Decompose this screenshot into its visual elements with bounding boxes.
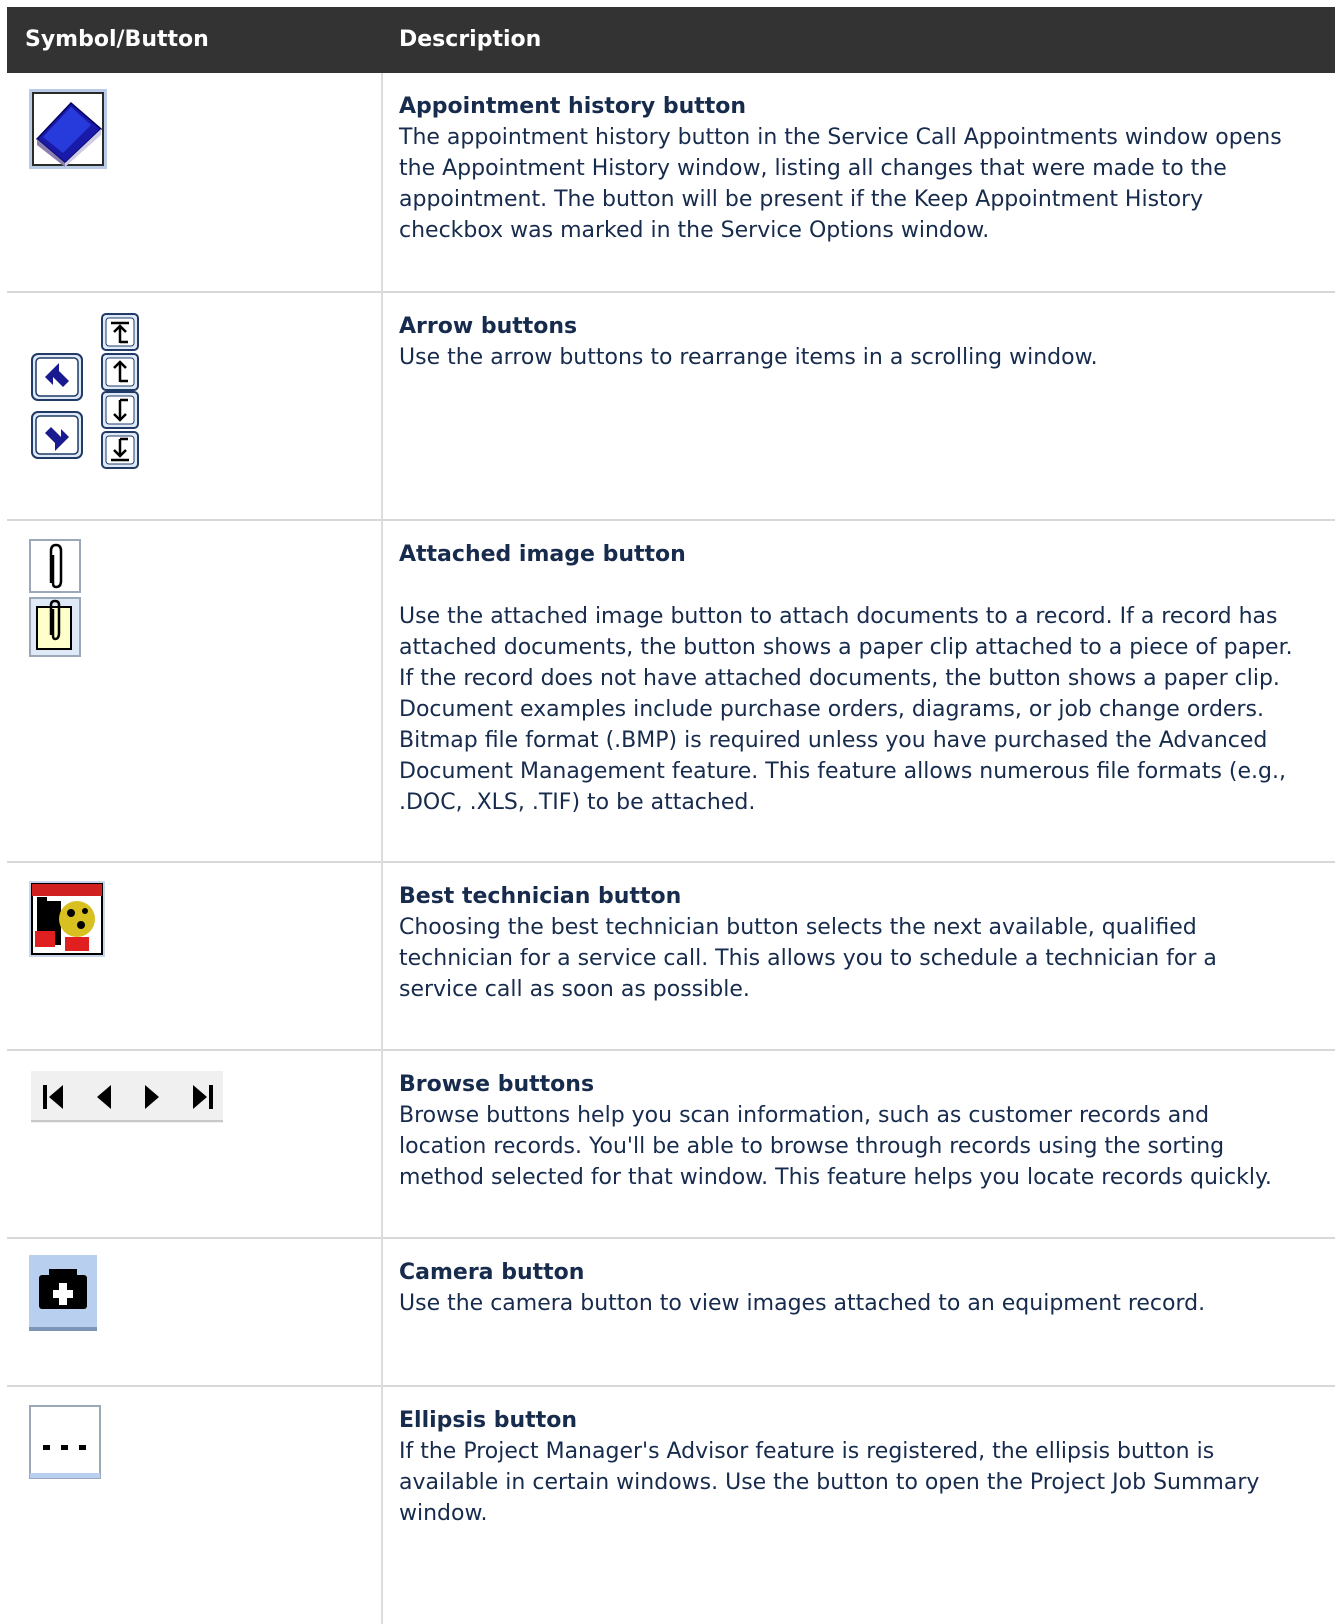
header-symbol: Symbol/Button xyxy=(25,27,209,52)
paperclip-document-icon[interactable] xyxy=(29,597,81,657)
row-description: Browse buttons help you scan information, such as customer records and location records. You'll be able to browse through records using the sorting method selected for that window. This feature helps you locate records quickly. xyxy=(399,1103,1272,1190)
row-title: Attached image button xyxy=(399,542,686,567)
column-divider xyxy=(381,73,383,1624)
row-title: Arrow buttons xyxy=(399,314,578,339)
row-title: Best technician button xyxy=(399,884,682,909)
row-title: Browse buttons xyxy=(399,1072,595,1097)
row-description: Choosing the best technician button selects the next available, qualified technician for a service call. This allows you to schedule a technician for a service call as soon as possible. xyxy=(399,915,1217,1002)
ellipsis-icon[interactable] xyxy=(29,1405,101,1479)
table-row-arrow-buttons xyxy=(7,293,1335,521)
book-icon[interactable] xyxy=(29,89,107,169)
table-row-attached-image xyxy=(7,521,1335,863)
row-description: The appointment history button in the Service Call Appointments window opens the Appointment History window, listing all changes that were made to the appointment. The button will be present if the Keep Appointment History checkbox was marked in the Service Options window. xyxy=(399,125,1282,243)
table-row-ellipsis xyxy=(7,1387,1335,1617)
row-description: Use the camera button to view images attached to an equipment record. xyxy=(399,1291,1206,1316)
browse-first-icon[interactable] xyxy=(41,1083,67,1111)
table-header xyxy=(7,7,1335,73)
row-description: Use the arrow buttons to rearrange items in a scrolling window. xyxy=(399,345,1098,370)
move-up-icon[interactable] xyxy=(31,353,83,401)
row-description: If the Project Manager's Advisor feature is registered, the ellipsis button is available in certain windows. Use the button to open the Project Job Summary window. xyxy=(399,1439,1260,1526)
row-title: Camera button xyxy=(399,1260,585,1285)
paperclip-icon[interactable] xyxy=(29,539,81,593)
table-row-appointment-history xyxy=(7,73,1335,293)
move-up-one-icon[interactable] xyxy=(101,353,139,391)
move-bottom-icon[interactable] xyxy=(101,431,139,469)
browse-next-icon[interactable] xyxy=(141,1083,163,1111)
table-row-browse-buttons xyxy=(7,1051,1335,1239)
row-description: Use the attached image button to attach documents to a record. If a record has attached documents, the button shows a paper clip attached to a piece of paper. If the record does not have attached documents, the button shows a paper clip. Document examples include purchase orders, diagrams, or job change orders. Bitmap file format (.BMP) is required unless you have purchased the Advanced Document Management feature. This feature allows numerous file formats (e.g., .DOC, .XLS, .TIF) to be attached. xyxy=(399,604,1293,815)
table-row-camera xyxy=(7,1239,1335,1387)
row-title: Appointment history button xyxy=(399,94,747,119)
move-top-icon[interactable] xyxy=(101,313,139,351)
camera-icon[interactable] xyxy=(29,1255,97,1331)
move-down-one-icon[interactable] xyxy=(101,391,139,429)
header-description: Description xyxy=(399,27,542,52)
table-row-best-technician xyxy=(7,863,1335,1051)
move-down-icon[interactable] xyxy=(31,411,83,459)
row-title: Ellipsis button xyxy=(399,1408,578,1433)
browse-last-icon[interactable] xyxy=(189,1083,215,1111)
browse-previous-icon[interactable] xyxy=(93,1083,115,1111)
technician-icon[interactable] xyxy=(29,881,105,957)
